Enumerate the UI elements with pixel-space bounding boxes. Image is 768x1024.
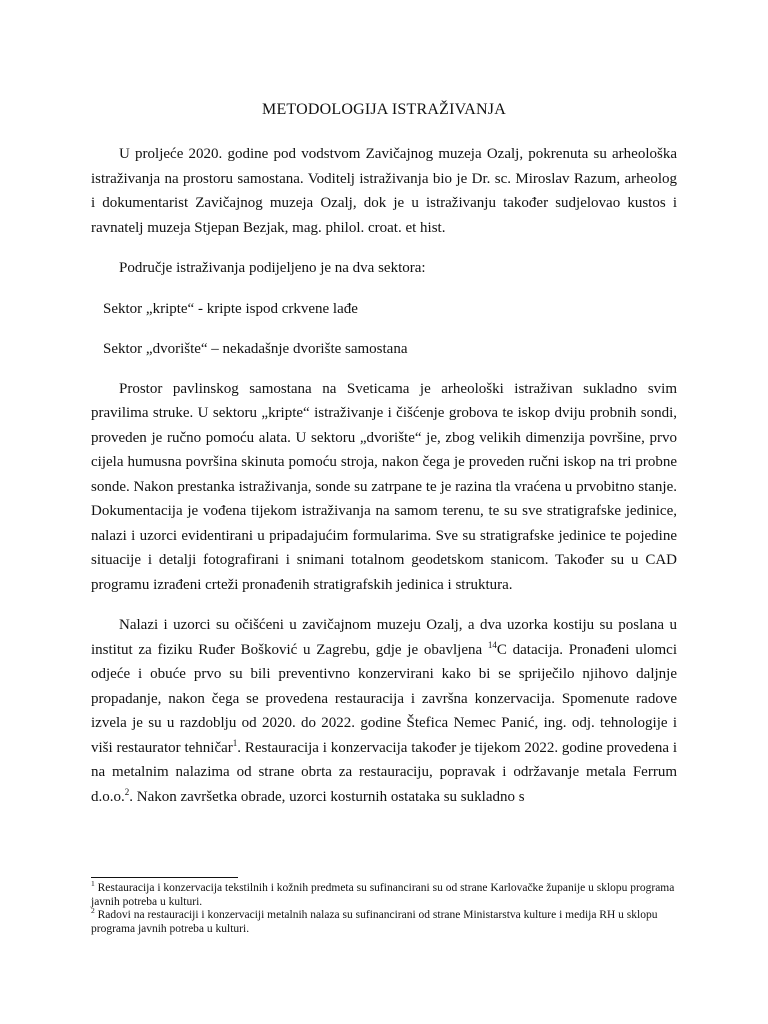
sector-item-dvoriste: Sektor „dvorište“ – nekadašnje dvorište samostana [103,340,408,357]
page-title: METODOLOGIJA ISTRAŽIVANJA [262,101,506,118]
footnotes-section [91,879,677,936]
findings-text-part2: C datacija. Pronađeni ulomci odjeće i obuće prvo su bili preventivno konzervirani kako bi se spriječilo njihovo daljnje propadanje, nakon čega se provedena restauracija i završna konzervacija. Spomenute radove izvela je su u razdoblju od 2020. do 2022. godine Štefica Nemec Panić, ing. odj. tehnologije i viši restaurator tehničar [91,641,677,756]
footnote-marker-1: 1 [91,879,95,889]
paragraph-sectors-intro: Područje istraživanja podijeljeno je na dva sektora: [119,260,426,276]
footnote-marker-2: 2 [91,906,95,916]
spacer [91,321,677,337]
spacer [91,361,677,377]
spacer [91,597,677,613]
findings-text-part1: Nalazi i uzorci su očišćeni u zavičajnom muzeju Ozalj, a dva uzorka kostiju su poslana u institut za fiziku Ruđer Bošković u Zagrebu, gdje je obavljena [91,617,677,658]
footnote-1 [91,879,677,909]
footnote-ref-1[interactable]: 1 [232,737,238,748]
spacer [91,240,677,256]
footnote-text-2: Radovi na restauraciji i konzervaciji metalnih nalaza su sufinancirani od strane Ministarstva kulture i medija RH u sklopu programa javnih potreba u kulturi. [91,909,658,935]
footnote-2 [91,906,677,936]
findings-text-part3: . Restauracija i konzervacija također je tijekom 2022. godine provedena i na metalnim nalazima od strane obrta za restauraciju, popravak i održavanje metala Ferrum d.o.o. [91,739,678,805]
paragraph-methodology: Prostor pavlinskog samostana na Sveticama je arheološki istraživan sukladno svim pravilima struke. U sektoru „kripte“ istraživanje i čišćenje grobova te iskop dviju probnih sondi, proveden je ručno pomoću alata. U sektoru „dvorište“ je, zbog velikih dimenzija površine, prvo cijela humusna površina skinuta pomoću stroja, nakon čega je proveden ručni iskop na tri probne sonde. Nakon prestanka istraživanja, sonde su zatrpane te je razina tla vraćena u prvobitno stanje. Dokumentacija je vođena tijekom istraživanja na samom terenu, te su sve stratigrafske jedinice, nalazi i uzorci evidentirani u pripadajućim formularima. Sve su stratigrafske jedinice te pojedine situacije i detalji fotografirani i snimani totalnom geodetskom stanicom. Također su u CAD programu izrađeni crteži pronađenih stratigrafskih jedinica i struktura. [91,380,677,593]
footnote-ref-2[interactable]: 2 [124,786,130,797]
findings-text-part4: . Nakon završetka obrade, uzorci kosturnih ostataka su sukladno s [129,788,525,805]
spacer [91,281,677,297]
main-content [91,98,677,809]
footnote-text-1: Restauracija i konzervacija tekstilnih i kožnih predmeta su sufinancirani su od strane Karlovačke županije u sklopu programa javnih potreba u kulturi. [91,882,675,908]
footnote-separator [91,877,238,878]
paragraph-intro: U proljeće 2020. godine pod vodstvom Zavičajnog muzeja Ozalj, pokrenuta su arheološka istraživanja na prostoru samostana. Voditelj istraživanja bio je Dr. sc. Miroslav Razum, arheolog i dokumentarist Zavičajnog muzeja Ozalj, dok je u istraživanju također sudjelovao kustos i ravnatelj muzeja Stjepan Bezjak, mag. philol. croat. et hist. [91,146,677,236]
isotope-superscript: 14 [487,639,497,650]
sector-item-kripte: Sektor „kripte“ - kripte ispod crkvene lađe [103,300,358,317]
paragraph-findings [91,613,677,809]
